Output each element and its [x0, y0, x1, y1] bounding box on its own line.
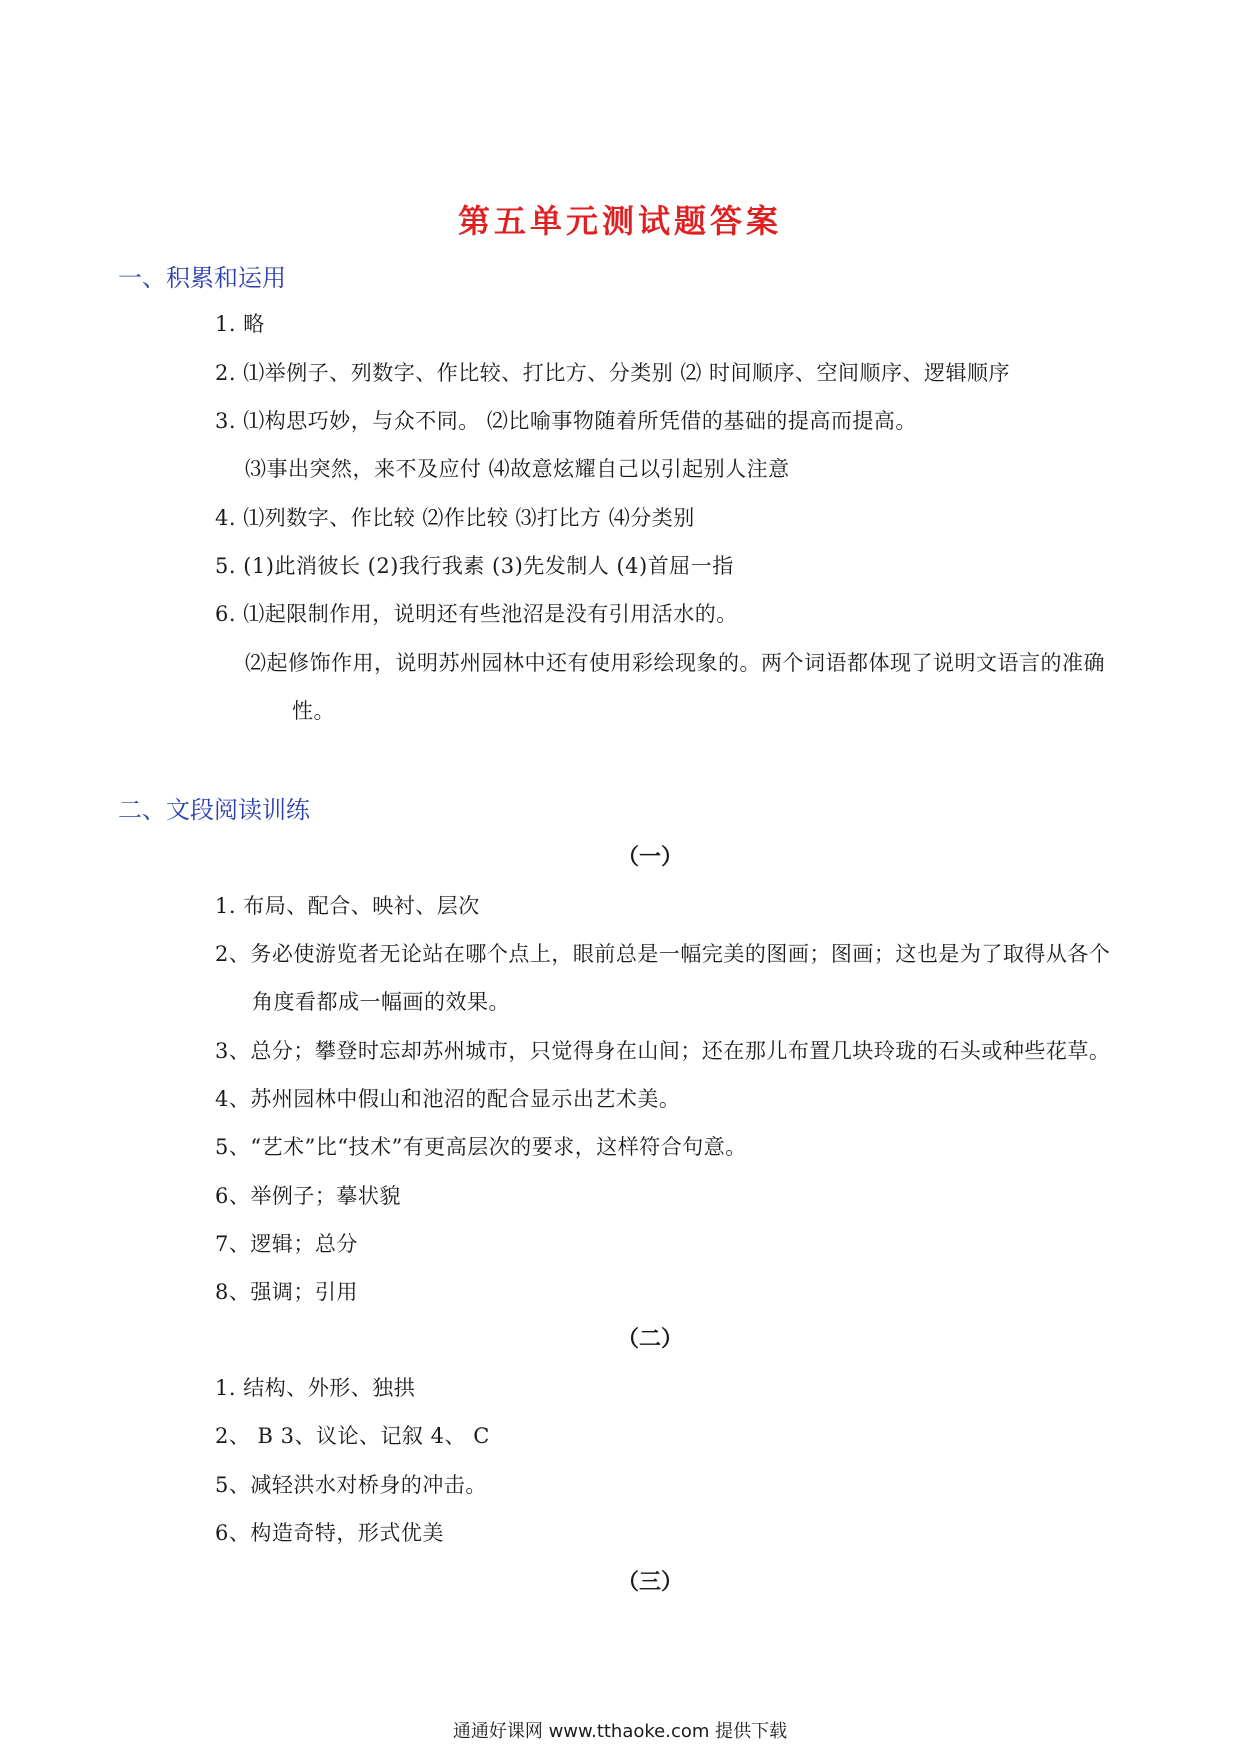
page-title: 第五单元测试题答案 — [457, 202, 782, 240]
answer-line: 4、苏州园林中假山和池沼的配合显示出艺术美。 — [215, 1087, 681, 1111]
answer-line: 3. ⑴构思巧妙，与众不同。 ⑵比喻事物随着所凭借的基础的提高而提高。 — [215, 409, 917, 433]
answer-line: 6、举例子；摹状貌 — [215, 1184, 401, 1208]
answer-line: 1. 略 — [215, 312, 265, 336]
answer-line: 5、减轻洪水对桥身的冲击。 — [215, 1473, 487, 1497]
answer-line: 6. ⑴起限制作用，说明还有些池沼是没有引用活水的。 — [215, 602, 738, 626]
answer-line: 4. ⑴列数字、作比较 ⑵作比较 ⑶打比方 ⑷分类别 — [215, 506, 695, 530]
answer-line: 角度看都成一幅画的效果。 — [252, 990, 510, 1014]
page-footer: 通通好课网 www.tthaoke.com 提供下载 — [452, 1721, 788, 1742]
answer-line: 2. ⑴举例子、列数字、作比较、打比方、分类别 ⑵ 时间顺序、空间顺序、逻辑顺序 — [215, 361, 1011, 385]
answer-line: 5、“艺术”比“技术”有更高层次的要求，这样符合句意。 — [215, 1135, 747, 1159]
answer-line: 2、 B 3、议论、记叙 4、 C — [215, 1424, 490, 1448]
answer-line: 性。 — [292, 699, 335, 723]
section-heading-accumulation: 一、积累和运用 — [118, 264, 286, 292]
part-heading-1: （一） — [616, 844, 683, 870]
answer-line: ⑶事出突然，来不及应付 ⑷故意炫耀自己以引起别人注意 — [245, 457, 790, 481]
part-heading-2: （二） — [616, 1326, 683, 1352]
answer-line: 7、逻辑；总分 — [215, 1232, 358, 1256]
section-heading-reading: 二、文段阅读训练 — [118, 796, 310, 824]
answer-line: 1. 结构、外形、独拱 — [215, 1376, 416, 1400]
answer-line: 2、务必使游览者无论站在哪个点上，眼前总是一幅完美的图画；图画；这也是为了取得从各个 — [215, 942, 1111, 966]
part-heading-3: （三） — [616, 1569, 683, 1595]
answer-line: 1. 布局、配合、映衬、层次 — [215, 894, 480, 918]
answer-line: 5. (1)此消彼长 (2)我行我素 (3)先发制人 (4)首屈一指 — [215, 554, 734, 578]
answer-line: 3、总分；攀登时忘却苏州城市，只觉得身在山间；还在那儿布置几块玲珑的石头或种些花草。 — [215, 1039, 1111, 1063]
answer-line: 8、强调；引用 — [215, 1280, 358, 1304]
answer-line: ⑵起修饰作用，说明苏州园林中还有使用彩绘现象的。两个词语都体现了说明文语言的准确 — [245, 651, 1105, 675]
answer-line: 6、构造奇特，形式优美 — [215, 1521, 444, 1545]
